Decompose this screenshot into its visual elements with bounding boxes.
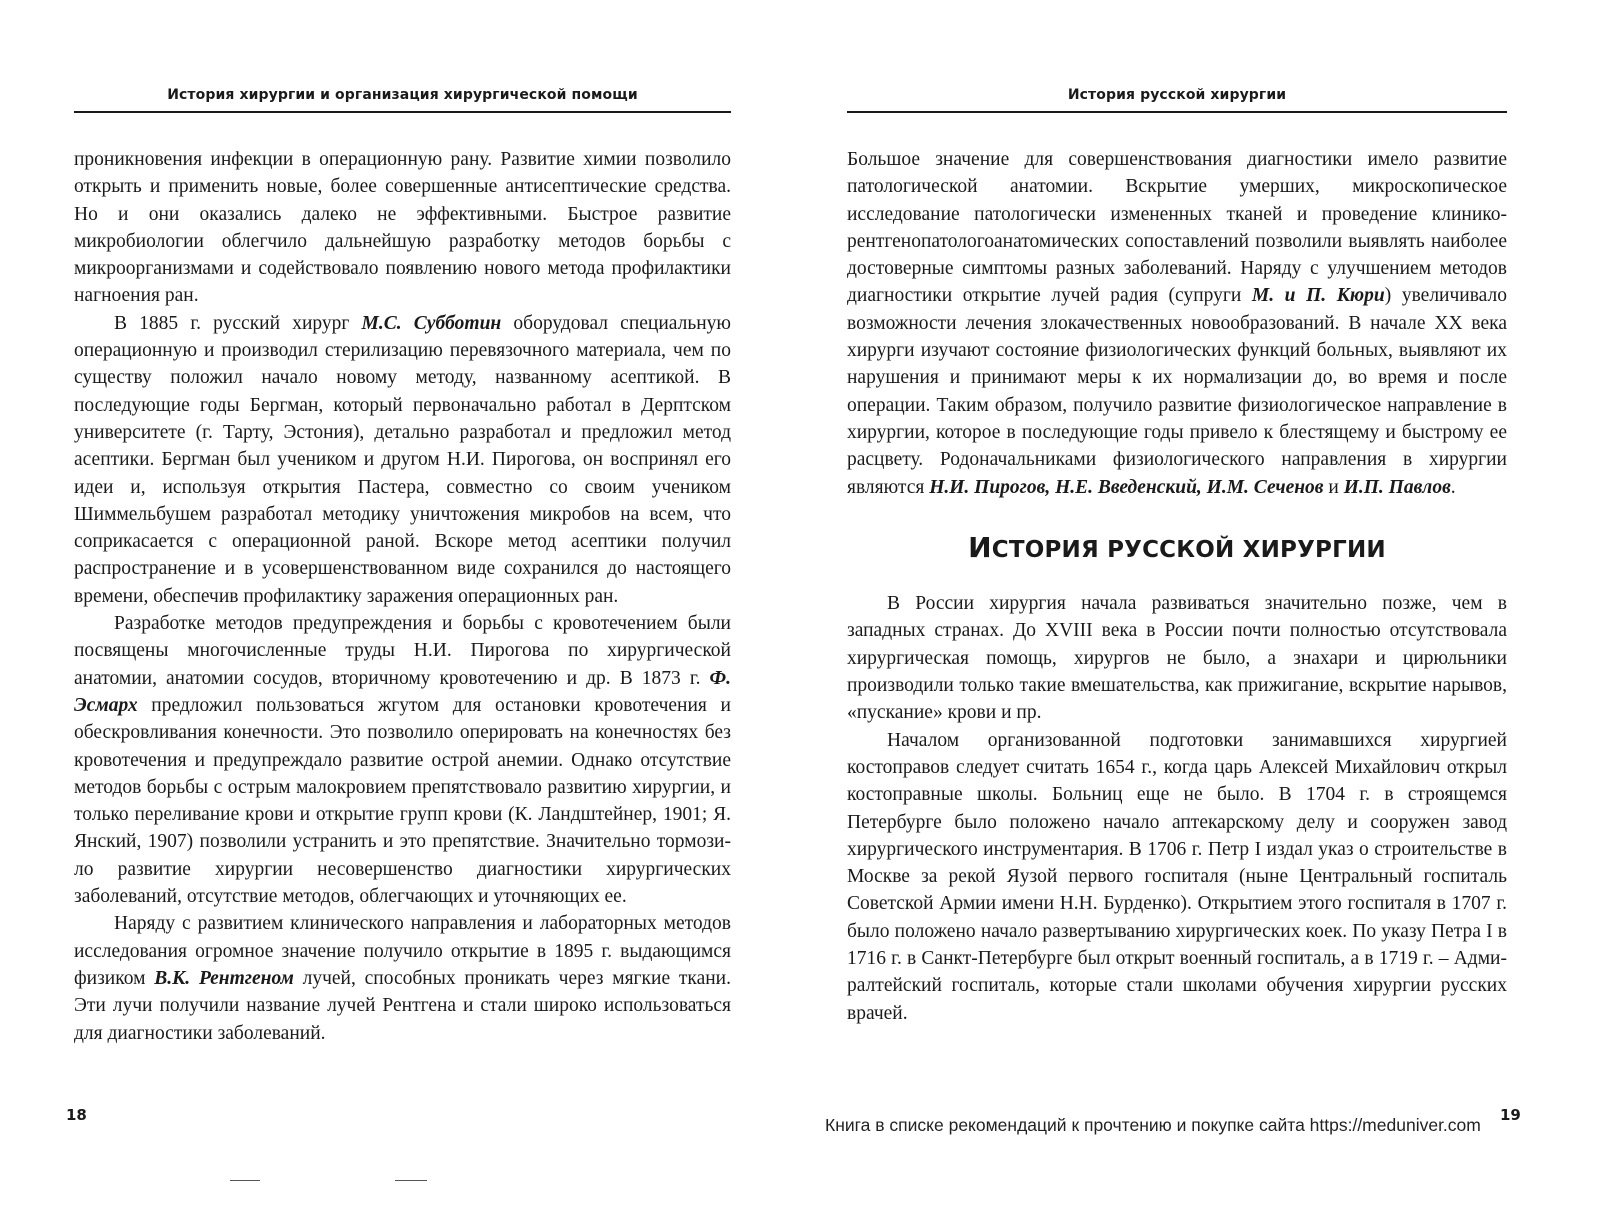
right-text-after-heading <box>847 590 1507 1027</box>
left-running-head: История хирургии и организация хирургической помощи <box>167 87 638 103</box>
text-run: Наряду с развитием клинического направления и лабораторных методов исследования огромное значение получило открытие в 1895 г. выдающимся физиком <box>74 913 731 989</box>
emphasized-name: М. и П. Кюри <box>1251 285 1385 307</box>
emphasized-name: Ф. Эсмарх <box>74 667 731 716</box>
right-page <box>800 0 1600 1207</box>
text-run: ) увеличивало возможности лечения злокачественных новообразований. В начале XX века хирурги изучают состояние физиологических функций больных, выявляют их нарушения и принимают меры к их нормализации до, во время и после операции. Таким образом, получило развитие физиологическое направление в хирургии, которое в последующие годы привело к блестящему и быстрому ее расцвету. Родоначальниками физиологического направления в хирургии являются <box>847 285 1507 498</box>
text-run: . <box>1450 476 1456 498</box>
section-heading-initial: И <box>968 530 992 564</box>
scan-artifact-line <box>230 1180 260 1181</box>
left-header-rule <box>74 111 731 113</box>
scan-artifact-line <box>395 1180 427 1181</box>
right-text-before-heading <box>847 146 1507 501</box>
paragraph <box>847 590 1507 726</box>
text-run: и <box>1323 476 1344 498</box>
emphasized-name: М.С. Субботин <box>361 312 502 334</box>
emphasized-name: В.К. Рентгеном <box>154 967 294 989</box>
text-run: Большое значение для совершенствования диагностики имело развитие патологической анатомии. Вскрытие умерших, микроскопическое исследование патологически измененных тканей и проведение клинико-рентгенопатологоанатомических сопоставлений позволили выявлять наиболее достоверные симптомы разных заболеваний. Наряду с улучшением методов диагностики открытие лучей радия (супруги <box>847 149 1507 307</box>
paragraph <box>74 610 731 910</box>
text-run: проникновения инфекции в операционную рану. Развитие химии позволило открыть и применить новые, более совершенные антисептические средства. Но и они оказались далеко не эффективными. Быстрое развитие микробиологии облегчило дальнейшую разработку методов борьбы с микроорганизмами и содействовало появлению нового метода профилактики нагноения ран. <box>74 149 731 307</box>
footer-recommendation-note: Книга в списке рекомендаций к прочтению и покупке сайта https://meduniver.com <box>825 1115 1481 1135</box>
right-text-block <box>847 146 1507 1027</box>
text-run: оборудовал специальную операционную и производил стерилизацию перевязочного материала, чем по существу положил начало новому методу, названному асептикой. В последующие годы Бергман, который первоначально работал в Дерптском университете (г. Тарту, Эстония), детально разработал и предложил метод асептики. Бергман был учеником и другом Н.И. Пирогова, он воспринял его идеи и, используя открытия Пастера, совместно со своим учеником Шиммельбушем разработал методику уничтожения микробов на всем, что соприкасается с операционной раной. Вскоре метод асептики получил распространение и в усовершенствованном виде сохранился до настоящего времени, обеспечив профилактику заражения операционных ран. <box>74 312 731 607</box>
section-heading-rest: СТОРИЯ РУССКОЙ ХИРУРГИИ <box>991 536 1386 563</box>
right-page-number: 19 <box>1500 1106 1521 1124</box>
section-heading <box>847 530 1507 564</box>
text-run: В 1885 г. русский хирург <box>114 312 362 334</box>
text-run: лучей, способных проникать через мягкие ткани. Эти лучи получили название лучей Рентгена и стали широко использоваться для диагностики заболеваний. <box>74 967 731 1044</box>
text-run: В России хирургия начала развиваться значительно позже, чем в западных странах. До XVIII века в России почти полностью отсутствовала хирургическая помощь, хирургов не было, а знахари и цирюльники производили только такие вмешательства, как прижигание, вскрытие нарывов, «пускание» крови и пр. <box>847 593 1507 724</box>
paragraph <box>74 910 731 1046</box>
paragraph <box>74 310 731 610</box>
left-page-number: 18 <box>66 1106 87 1124</box>
text-run: Началом организованной подготовки занимавшихся хирургией костоправов следует считать 1654 г., когда царь Алексей Михайлович открыл костоправные школы. Больниц еще не было. В 1704 г. в строящемся Петербурге было положено начало аптекарскому делу и сооружен завод хирургического инструментария. В 1706 г. Петр I издал указ о строительстве в Москве за рекой Яузой первого госпиталя (ныне Центральный госпиталь Советской Армии имени Н.Н. Бурденко). Открытием этого госпиталя в 1707 г. было положено начало развертыванию хирургических коек. По указу Петра I в 1716 г. в Санкт-Петербурге был открыт военный госпиталь, а в 1719 г. – Адмиралтейский госпиталь, которые стали школами обучения хирургии русских врачей. <box>847 729 1507 1024</box>
emphasized-name: Н.И. Пирогов, Н.Е. Введенский, И.М. Сеченов <box>929 476 1324 498</box>
text-run: Разработке методов предупреждения и борьбы с кровотечением были посвящены многочисленные труды Н.И. Пирогова по хирургической анатомии, анатомии сосудов, вторичному кровотечению и др. В 1873 г. <box>74 613 731 689</box>
emphasized-name: И.П. Павлов <box>1343 476 1451 498</box>
right-header-rule <box>847 111 1507 113</box>
right-running-head: История русской хирургии <box>1067 87 1287 103</box>
text-run: предложил пользоваться жгутом для остановки кровотечения и обескровливания конечности. Это позволило оперировать на конечностях без кровотечения и предупреждало развитие острой анемии. Однако отсутствие методов борьбы с острым малокровием препятствовало развитию хирургии, и только переливание крови и открытие групп крови (К. Ландштейнер, 1901; Я. Янский, 1907) позволили устранить и это препятствие. Значительно тормозило развитие хирургии несовершенство диагностики хирургических заболеваний, отсутствие методов, облегчающих и уточняющих ее. <box>74 694 731 908</box>
section-heading-text <box>968 530 1386 564</box>
paragraph <box>74 146 731 310</box>
paragraph <box>847 727 1507 1027</box>
paragraph <box>847 146 1507 501</box>
left-text-block <box>74 146 731 1047</box>
